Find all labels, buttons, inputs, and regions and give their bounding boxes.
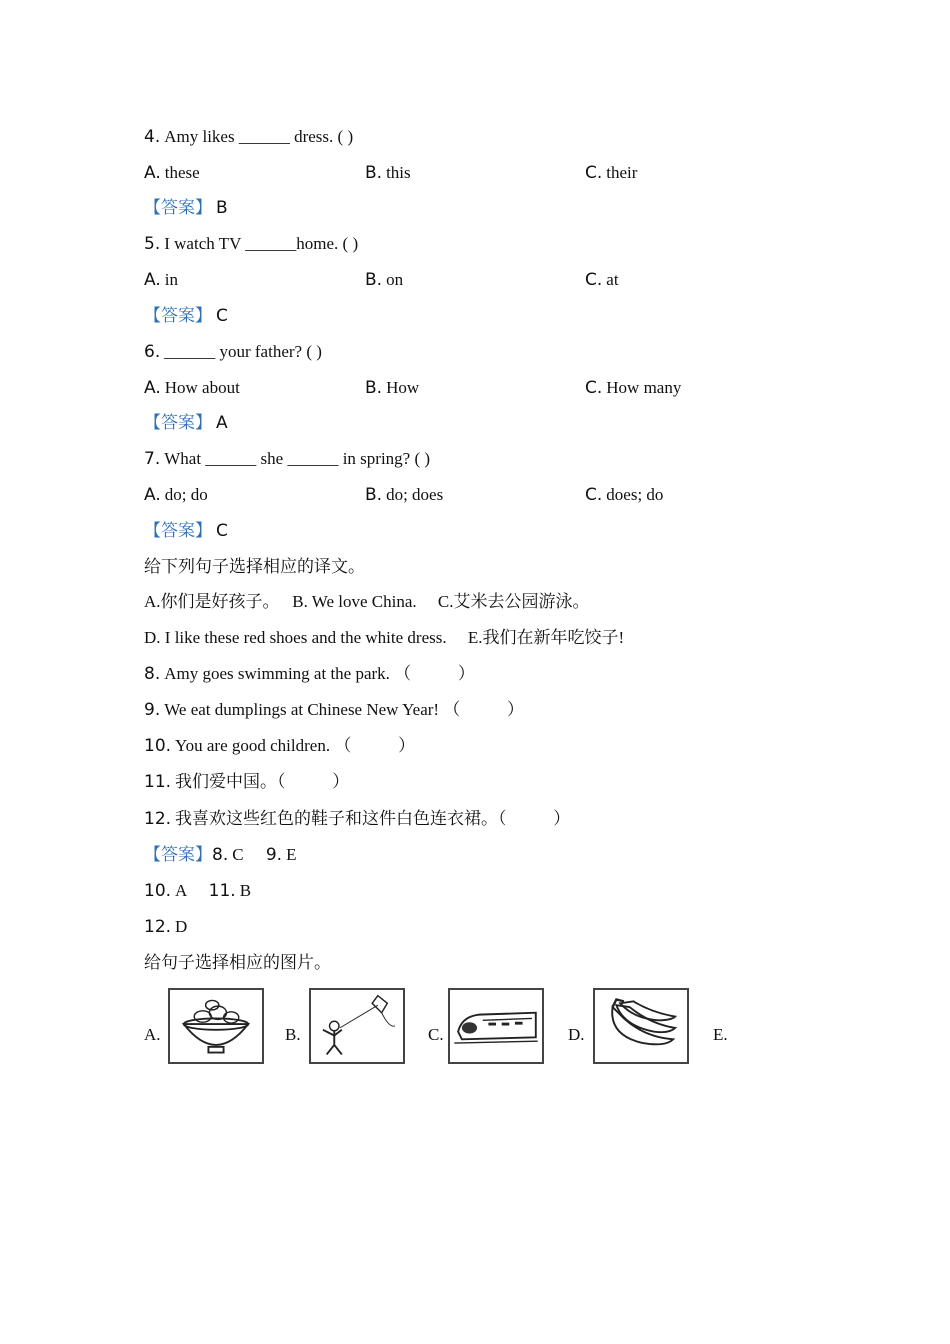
option-c: C. at (585, 270, 619, 290)
train-image (448, 988, 544, 1064)
option-b: B. do; does (365, 485, 444, 505)
answer-line (144, 412, 228, 434)
answer-tag: 【答案】 (144, 845, 212, 864)
picture-label-d: D. (568, 1025, 585, 1044)
question-text: ______ your father? ( ) (164, 342, 322, 361)
option-a: A. in (144, 270, 178, 290)
option-b: B. on (365, 270, 404, 290)
answer-tag: 【答案】 (144, 413, 212, 432)
answer-line: 12. D (144, 917, 188, 937)
picture-label-b: B. (285, 1025, 301, 1044)
picture-label-a: A. (144, 1025, 161, 1044)
question-number: 5. (144, 234, 161, 254)
option-c: C. How many (585, 378, 682, 398)
answer-tag: 【答案】 (144, 521, 212, 540)
bowl-of-dumplings-image (168, 988, 264, 1064)
translation-options-line-2: D. I like these red shoes and the white dress. E.我们在新年吃饺子! (144, 628, 625, 647)
picture-label-c: C. (428, 1025, 444, 1044)
question-text: I watch TV ______home. ( ) (164, 234, 359, 253)
question-11: 11. 我们爱中国。（ ） (144, 772, 350, 792)
answer-value: C (216, 306, 228, 326)
question-text: Amy likes ______ dress. ( ) (164, 127, 354, 146)
answer-line: 【答案】8. C 9. E (144, 845, 297, 865)
answer-tag: 【答案】 (144, 306, 212, 325)
answer-tag: 【答案】 (144, 198, 212, 217)
section-title: 给下列句子选择相应的译文。 (144, 557, 365, 576)
question-number: 6. (144, 342, 161, 362)
option-b: B. this (365, 163, 411, 183)
question-9: 9. We eat dumplings at Chinese New Year! （ ） (144, 700, 525, 720)
question-8: 8. Amy goes swimming at the park. （ ） (144, 664, 475, 684)
child-flying-kite-image (309, 988, 405, 1064)
section-title: 给句子选择相应的图片。 (144, 953, 331, 972)
question-4 (144, 126, 353, 148)
option-a: A. these (144, 163, 200, 183)
option-b: B. How (365, 378, 420, 398)
question-number: 4. (144, 127, 161, 147)
question-6 (144, 341, 322, 363)
answer-line (144, 197, 228, 219)
answer-value: B (216, 198, 228, 218)
question-text: What ______ she ______ in spring? ( ) (164, 449, 431, 468)
question-7 (144, 448, 430, 470)
option-a: A. How about (144, 378, 240, 398)
answer-line (144, 305, 228, 327)
option-c: C. their (585, 163, 638, 183)
answer-value: A (216, 413, 228, 433)
picture-label-e: E. (713, 1025, 728, 1044)
option-a: A. do; do (144, 485, 208, 505)
answer-line (144, 520, 228, 542)
answer-value: C (216, 521, 228, 541)
bananas-image (593, 988, 689, 1064)
question-12: 12. 我喜欢这些红色的鞋子和这件白色连衣裙。（ ） (144, 809, 571, 829)
option-c: C. does; do (585, 485, 664, 505)
question-number: 7. (144, 449, 161, 469)
translation-options-line-1: A.你们是好孩子。 B. We love China. C.艾米去公园游泳。 (144, 592, 590, 611)
question-5 (144, 233, 358, 255)
question-10: 10. You are good children. （ ） (144, 736, 416, 756)
answer-line: 10. A 11. B (144, 881, 252, 901)
